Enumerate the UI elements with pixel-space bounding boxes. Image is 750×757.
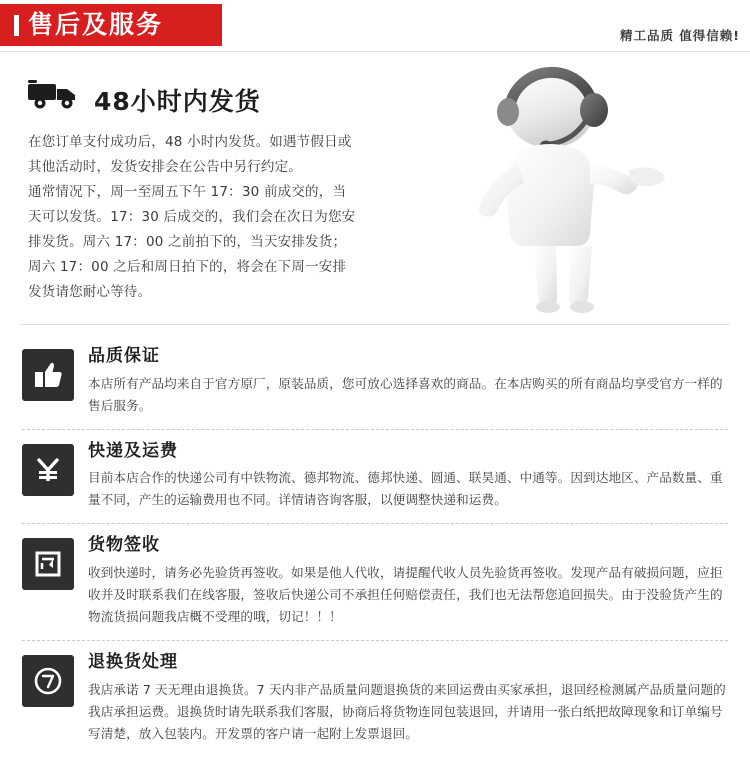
feature-divider xyxy=(22,640,728,641)
shipping-paragraph-2: 通常情况下，周一至周五下午 17：30 前成交的，当天可以发货。17：30 后成交的，我们会在次日为您安排发货。周六 17：00 之前拍下的，当天安排发货；周六 17：00 之后和周日拍下的，将会在下周一安排发货请您耐心等待。 xyxy=(28,184,356,300)
feature-text xyxy=(88,536,728,628)
feature-list xyxy=(0,325,750,757)
header-slogan: 精工品质 值得信赖! xyxy=(619,28,740,43)
feature-item xyxy=(22,653,728,757)
shipping-section xyxy=(0,52,750,324)
truck-icon xyxy=(28,78,82,114)
shipping-title: 48小时内发货 xyxy=(94,87,261,116)
feature-description: 收到快递时，请务必先验货再签收。如果是他人代收，请提醒代收人员先验货再签收。发现产品有破损问题，应拒收并及时联系我们在线客服，签收后快递公司不承担任何赔偿责任，我们也无法帮您追回损失。由于没验货产生的物流货损问题我店概不受理的哦，切记！！！ xyxy=(88,565,723,625)
feature-text xyxy=(88,653,728,745)
header-accent-bar xyxy=(14,15,19,36)
header-banner xyxy=(0,4,222,46)
feature-title: 快递及运费 xyxy=(88,440,178,461)
shipping-paragraph-1: 在您订单支付成功后，48 小时内发货。如遇节假日或其他活动时，发货安排会在公告中另行约定。 xyxy=(28,134,352,175)
feature-item xyxy=(22,347,728,429)
shipping-body xyxy=(28,130,358,305)
receipt-check-icon xyxy=(22,538,74,590)
feature-description: 目前本店合作的快递公司有中铁物流、德邦物流、德邦快递、圆通、联昊通、中通等。因到达地区、产品数量、重量不同，产生的运输费用也不同。详情请咨询客服，以便调整快递和运费。 xyxy=(88,470,723,508)
feature-title: 退换货处理 xyxy=(88,652,178,673)
feature-description: 我店承诺 7 天无理由退换货。7 天内非产品质量问题退换货的来回运费由买家承担，退回经检测属产品质量问题的我店承担运费。退换货时请先联系我们客服，协商后将货物连同包装退回，并请用一张白纸把故障现象和订单编号写清楚，放入包装内。开发票的客户请一起附上发票退回。 xyxy=(88,681,726,741)
feature-text xyxy=(88,442,728,512)
yen-icon xyxy=(22,444,74,496)
feature-text xyxy=(88,347,728,417)
feature-item xyxy=(22,536,728,640)
page-header xyxy=(0,0,750,52)
page-title: 售后及服务 xyxy=(28,9,164,39)
thumbs-up-icon xyxy=(22,349,74,401)
seven-day-icon xyxy=(22,655,74,707)
feature-divider xyxy=(22,523,728,524)
headset-mascot-icon xyxy=(422,66,722,316)
feature-divider xyxy=(22,429,728,430)
feature-item xyxy=(22,442,728,524)
feature-title: 品质保证 xyxy=(88,346,160,366)
feature-title: 货物签收 xyxy=(88,535,160,556)
feature-description: 本店所有产品均来自于官方原厂，原装品质，您可放心选择喜欢的商品。在本店购买的所有商品均享受官方一样的售后服务。 xyxy=(88,375,723,413)
